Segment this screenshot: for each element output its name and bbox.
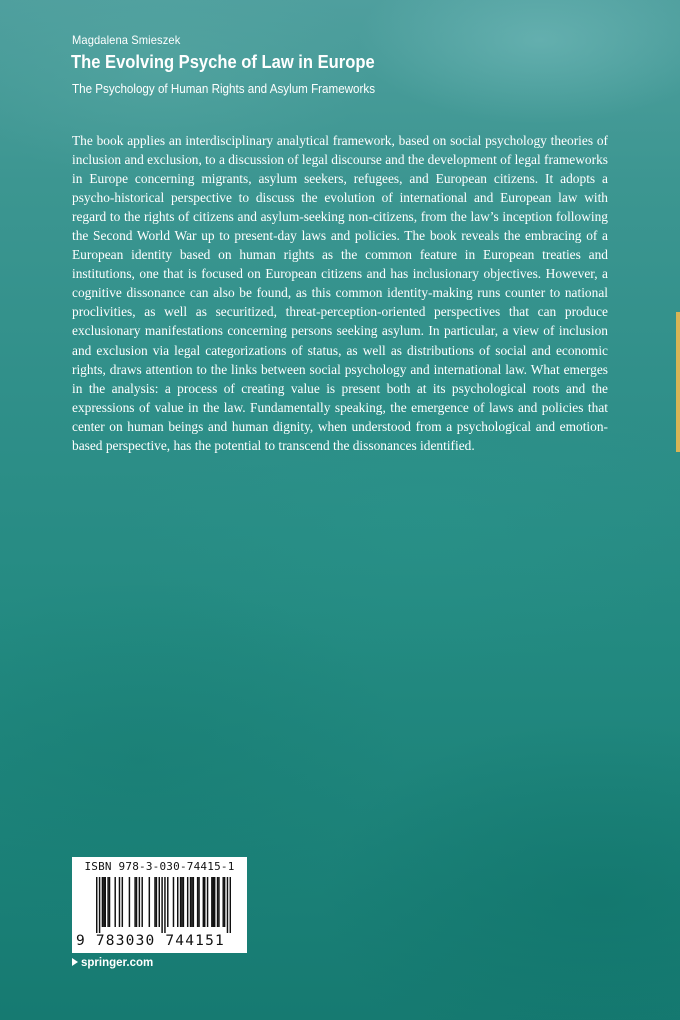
barcode-bar bbox=[183, 877, 184, 927]
barcode-bar bbox=[114, 877, 115, 927]
publisher-link[interactable] bbox=[72, 957, 153, 969]
barcode-bar bbox=[197, 877, 198, 927]
barcode-bar bbox=[136, 877, 137, 927]
barcode-bar bbox=[222, 877, 223, 927]
barcode-bar bbox=[227, 877, 228, 933]
barcode-bar bbox=[203, 877, 204, 927]
barcode-bar bbox=[214, 877, 215, 927]
author-name: Magdalena Smieszek bbox=[72, 33, 181, 47]
barcode-bar bbox=[180, 877, 181, 927]
barcode-bar bbox=[122, 877, 123, 927]
barcode-bar bbox=[224, 877, 225, 927]
barcode-bar bbox=[103, 877, 104, 927]
barcode-bar bbox=[211, 877, 212, 927]
barcode-bar bbox=[105, 877, 106, 927]
publisher-site: springer.com bbox=[81, 957, 154, 969]
barcode-bar bbox=[218, 877, 219, 927]
barcode-bar bbox=[99, 877, 100, 933]
barcode-bars bbox=[96, 877, 231, 933]
barcode-bar bbox=[167, 877, 168, 927]
isbn-label: ISBN 978-3-030-74415-1 bbox=[84, 860, 235, 873]
barcode-bar bbox=[191, 877, 192, 927]
barcode-bar bbox=[119, 877, 120, 927]
triangle-arrow-icon bbox=[72, 958, 78, 966]
barcode-bar bbox=[141, 877, 142, 927]
barcode-bar bbox=[161, 877, 162, 933]
barcode-bar bbox=[154, 877, 155, 927]
barcode-bar bbox=[164, 877, 165, 933]
book-description: The book applies an interdisciplinary analytical framework, based on social psychology theories of inclusion and exclusion, to a discussion of legal discourse and the development of legal frameworks in Europe concerning migrants, asylum seekers, refugees, and European citizens. It adopts a psycho-historical perspective to discuss the evolution of international and European law with regard to the rights of citizens and asylum-seeking non-citizens, from the law’s inception following the Second World War up to present-day laws and policies. The book reveals the embracing of a European identity based on human rights as the common feature in European treaties and institutions, one that is focused on European citizens and has inclusionary objectives. However, a cognitive dissonance can also be found, as this common identity-making runs counter to national proclivities, as well as securitized, threat-perception-oriented perspectives that can produce exclusionary manifestations concerning persons seeking asylum. In particular, a view of inclusion and exclusion via legal categorizations of status, as well as distributions of social and economic rights, draws attention to the links between social psychology and international law. What emerges in the analysis: a process of creating value is present both at its psychological roots and the expressions of value in the law. Fundamentally speaking, the emergence of laws and policies that center on human beings and human dignity, when understood from a psychological and emotion-based perspective, has the potential to transcend the dissonances identified. bbox=[72, 133, 608, 453]
barcode-bar bbox=[204, 877, 205, 927]
isbn-barcode bbox=[72, 857, 247, 953]
barcode-bar bbox=[207, 877, 208, 927]
barcode-bar bbox=[173, 877, 174, 927]
barcode-bar bbox=[149, 877, 150, 927]
barcode-bar bbox=[129, 877, 130, 927]
barcode-bar bbox=[198, 877, 199, 927]
barcode-bar bbox=[109, 877, 110, 927]
barcode-bar bbox=[187, 877, 188, 927]
barcode-bar bbox=[190, 877, 191, 927]
book-subtitle: The Psychology of Human Rights and Asylum Frameworks bbox=[72, 82, 376, 96]
barcode-bar bbox=[159, 877, 160, 927]
barcode-bar bbox=[107, 877, 108, 927]
barcode-bar bbox=[213, 877, 214, 927]
spine-accent-mark bbox=[676, 312, 680, 452]
barcode-bar bbox=[102, 877, 103, 927]
barcode-digits: 9 783030 744151 bbox=[76, 933, 225, 949]
barcode-bar bbox=[134, 877, 135, 927]
barcode-bar bbox=[96, 877, 97, 933]
barcode-bar bbox=[139, 877, 140, 927]
barcode-bar bbox=[193, 877, 194, 927]
barcode-bar bbox=[177, 877, 178, 927]
barcode-bar bbox=[217, 877, 218, 927]
barcode-bar bbox=[230, 877, 231, 933]
book-title: The Evolving Psyche of Law in Europe bbox=[71, 52, 375, 72]
barcode-bar bbox=[156, 877, 157, 927]
barcode-bar bbox=[181, 877, 182, 927]
